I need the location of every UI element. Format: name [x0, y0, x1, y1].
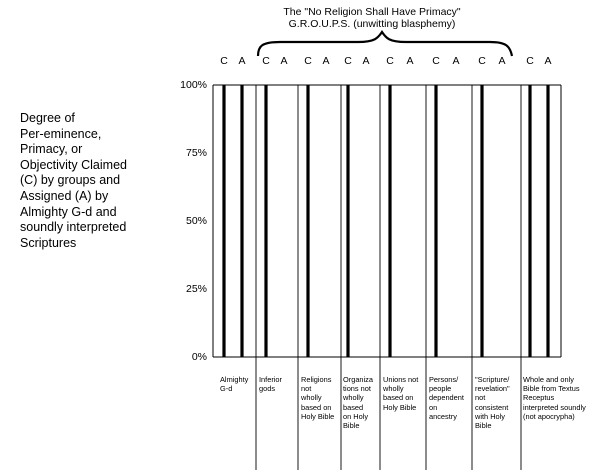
- category-label: Religions not wholly based on Holy Bible: [301, 375, 335, 421]
- category-label: Inferior gods: [259, 375, 283, 394]
- y-gridlines: [180, 79, 207, 363]
- series-letter: A: [322, 55, 330, 67]
- y-axis-label-line: Degree of: [20, 111, 75, 125]
- category-label: Whole and only Bible from Textus Receptus interpreted soundly (not apocrypha): [523, 375, 586, 421]
- series-letter: A: [362, 55, 370, 67]
- y-tick-label: 25%: [185, 283, 207, 295]
- series-letter: A: [452, 55, 460, 67]
- y-axis-label-line: Objectivity Claimed: [20, 157, 127, 172]
- category-label: Organiza tions not wholly based on Holy Bible: [343, 375, 373, 431]
- y-tick-label: 0%: [191, 351, 207, 363]
- series-letter: C: [262, 55, 270, 67]
- series-letter: A: [280, 55, 288, 67]
- series-letter: A: [498, 55, 506, 67]
- category-label: "Scripture/ revelation" not consistent with Holy Bible: [475, 375, 510, 431]
- series-letter: C: [432, 55, 440, 67]
- y-tick-label: 75%: [185, 147, 207, 159]
- title-brace: [258, 32, 512, 56]
- series-letter: C: [526, 55, 534, 67]
- series-letter: C: [304, 55, 312, 67]
- series-letter: A: [544, 55, 552, 67]
- y-tick-label: 50%: [185, 215, 207, 227]
- y-axis-label-line: (C) by groups and: [20, 173, 121, 188]
- series-letter: A: [406, 55, 414, 67]
- chart-title-block: [252, 6, 492, 30]
- category-label: Unions not wholly based on Holy Bible: [383, 375, 419, 412]
- y-axis-label-line: Assigned (A) by: [20, 188, 109, 203]
- y-tick-label: 100%: [180, 79, 207, 91]
- category-label: Persons/ people dependent on ancestry: [429, 375, 464, 421]
- y-axis-label-line: Almighty G-d and: [20, 204, 117, 219]
- y-axis-label: [20, 111, 170, 251]
- y-axis-label-line: Per-eminence,: [20, 126, 102, 141]
- series-letter: C: [344, 55, 352, 67]
- y-axis-label-line: soundly interpreted: [20, 220, 127, 235]
- y-axis-label-line: Primacy, or: [20, 142, 83, 157]
- y-axis-label-line: Scriptures: [20, 235, 77, 250]
- series-letter: A: [238, 55, 246, 67]
- bars: [220, 55, 551, 357]
- series-letter: C: [220, 55, 228, 67]
- category-label: Almighty G-d: [220, 375, 249, 394]
- series-letter: C: [386, 55, 394, 67]
- chart-subtitle: G.R.O.U.P.S. (unwitting blasphemy): [288, 18, 456, 30]
- chart-title: The "No Religion Shall Have Primacy": [283, 6, 461, 18]
- series-letter: C: [478, 55, 486, 67]
